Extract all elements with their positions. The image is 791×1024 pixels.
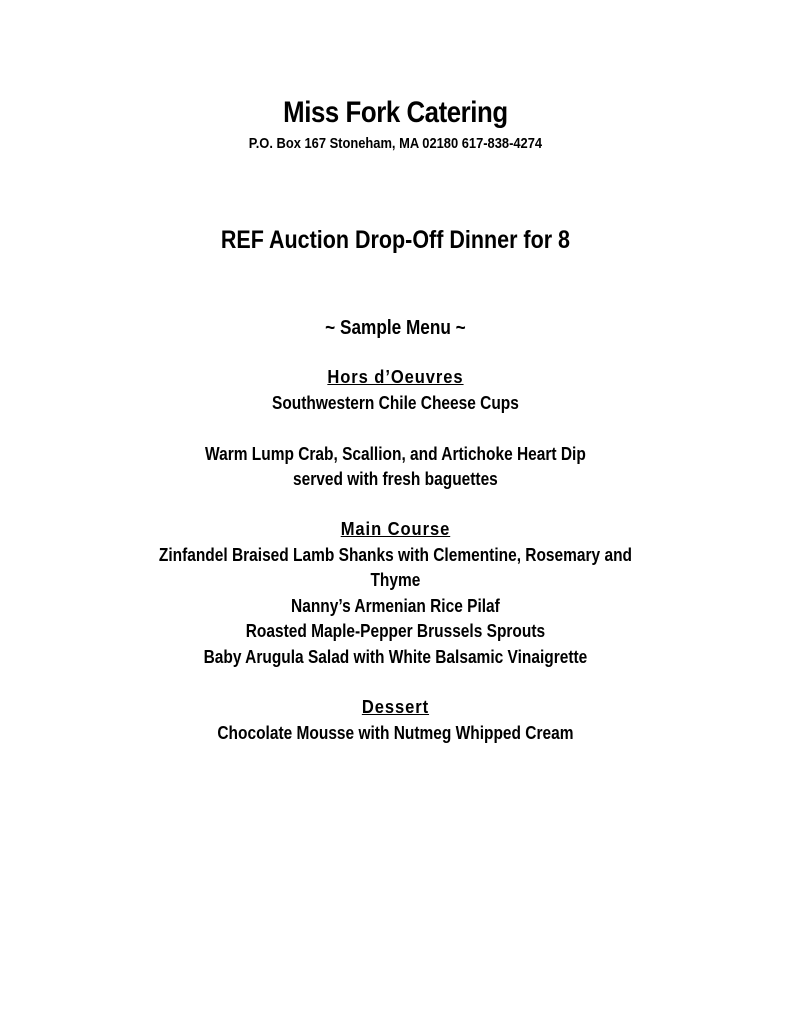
menu-item: Warm Lump Crab, Scallion, and Artichoke Heart Dip — [205, 444, 586, 464]
menu-item: Baby Arugula Salad with White Balsamic Vinaigrette — [203, 647, 588, 667]
main-course-heading: Main Course — [340, 519, 451, 539]
company-address: P.O. Box 167 Stoneham, MA 02180 617-838-4274 — [248, 135, 543, 152]
dessert-heading: Dessert — [361, 697, 430, 717]
menu-item: served with fresh baguettes — [293, 469, 498, 489]
menu-item: Nanny’s Armenian Rice Pilaf — [291, 596, 500, 616]
menu-item: Zinfandel Braised Lamb Shanks with Clementine, Rosemary and — [158, 545, 632, 565]
event-title: REF Auction Drop-Off Dinner for 8 — [220, 226, 571, 254]
menu-item: Southwestern Chile Cheese Cups — [271, 393, 519, 413]
menu-item: Roasted Maple-Pepper Brussels Sprouts — [245, 621, 546, 641]
sample-menu-label: ~ Sample Menu ~ — [325, 317, 466, 339]
hors-doeuvres-heading: Hors d’Oeuvres — [327, 367, 464, 387]
menu-item: Thyme — [370, 570, 421, 590]
company-name: Miss Fork Catering — [283, 96, 508, 129]
menu-item: Chocolate Mousse with Nutmeg Whipped Cream — [217, 723, 574, 743]
